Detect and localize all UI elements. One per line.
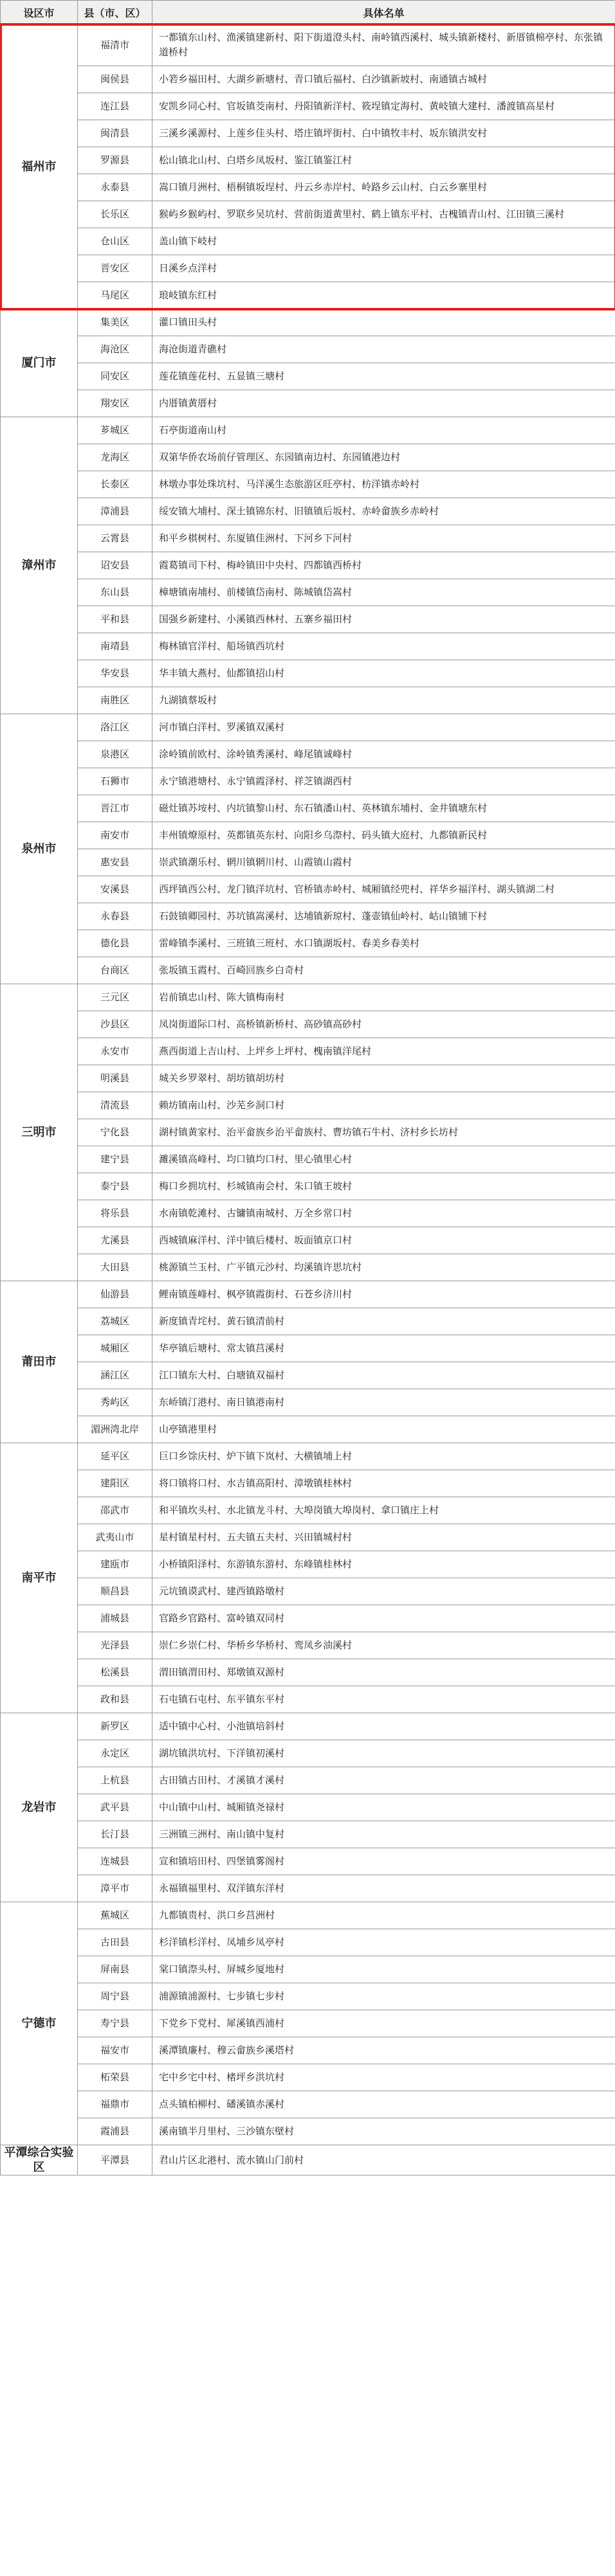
city-group: [1, 1902, 615, 2145]
villages-cell: 濉溪镇高峰村、均口镇均口村、里心镇里心村: [152, 1146, 615, 1173]
county-cell: 沙县区: [78, 1011, 152, 1038]
city-cell: 南平市: [1, 1443, 78, 1713]
county-cell: 泰宁县: [78, 1173, 152, 1200]
county-cell: 寿宁县: [78, 2010, 152, 2037]
table-row: [1, 903, 615, 930]
villages-cell: 宅中乡宅中村、楮坪乡洪坑村: [152, 2064, 615, 2091]
county-cell: 连城县: [78, 1848, 152, 1875]
villages-cell: 石鼓镇卿园村、苏坑镇嵩溪村、达埔镇新琼村、蓬壶镇仙岭村、岵山镇铺下村: [152, 903, 615, 930]
county-cell: 仓山区: [78, 228, 152, 255]
county-cell: 建瓯市: [78, 1551, 152, 1578]
county-cell: 晋江市: [78, 795, 152, 822]
villages-cell: 古田镇古田村、才溪镇才溪村: [152, 1767, 615, 1794]
table-row: [1, 1929, 615, 1956]
villages-cell: 国强乡新建村、小溪镇西林村、五寨乡福田村: [152, 606, 615, 633]
county-cell: 永春县: [78, 903, 152, 930]
table-row: [1, 1065, 615, 1092]
villages-cell: 三洲镇三洲村、南山镇中复村: [152, 1821, 615, 1848]
table-row: [1, 714, 615, 741]
city-group: [1, 417, 615, 714]
villages-cell: 林墩办事处珠坑村、马洋溪生态旅游区旺亭村、枋洋镇赤岭村: [152, 471, 615, 498]
villages-cell: 和平镇坎头村、水北镇龙斗村、大埠岗镇大埠岗村、拿口镇庄上村: [152, 1497, 615, 1524]
villages-cell: 樟塘镇南埔村、前楼镇岱南村、陈城镇岱嵩村: [152, 579, 615, 606]
villages-cell: 小箬乡福田村、大湖乡新塘村、青口镇后福村、白沙镇新坡村、南通镇古城村: [152, 66, 615, 93]
table-row: [1, 660, 615, 687]
table-row: [1, 1173, 615, 1200]
table-row: [1, 228, 615, 255]
county-cell: 南安市: [78, 822, 152, 849]
county-cell: 将乐县: [78, 1200, 152, 1227]
table-row: [1, 174, 615, 201]
villages-cell: 西城镇麻洋村、洋中镇后楼村、坂面镇京口村: [152, 1227, 615, 1254]
city-cell: 泉州市: [1, 714, 78, 984]
villages-cell: 梅口乡拥坑村、杉城镇南会村、朱口镇王坡村: [152, 1173, 615, 1200]
county-cell: 翔安区: [78, 390, 152, 417]
villages-cell: 一都镇东山村、渔溪镇建新村、阳下街道澄头村、南岭镇西溪村、城头镇新楼村、新厝镇棉亭村、东张镇道桥村: [152, 24, 615, 66]
county-cell: 安溪县: [78, 876, 152, 903]
table-row: [1, 2091, 615, 2118]
villages-cell: 张坂镇玉霞村、百崎回族乡白奇村: [152, 957, 615, 984]
county-cell: 武夷山市: [78, 1524, 152, 1551]
county-cell: 华安县: [78, 660, 152, 687]
table-row: [1, 1362, 615, 1389]
county-cell: 延平区: [78, 1443, 152, 1470]
county-cell: 德化县: [78, 930, 152, 957]
county-cell: 云霄县: [78, 525, 152, 552]
county-cell: 长汀县: [78, 1821, 152, 1848]
table-row: [1, 444, 615, 471]
table-row: [1, 1011, 615, 1038]
table-row: [1, 1605, 615, 1632]
table-row: [1, 1713, 615, 1740]
county-cell: 大田县: [78, 1254, 152, 1281]
county-cell: 福安市: [78, 2037, 152, 2064]
villages-cell: 城关乡罗翠村、胡坊镇胡坊村: [152, 1065, 615, 1092]
header-row: [1, 1, 615, 24]
county-cell: 晋安区: [78, 255, 152, 282]
villages-cell: 星村镇星村村、五夫镇五夫村、兴田镇城村村: [152, 1524, 615, 1551]
table-row: [1, 741, 615, 768]
county-cell: 宁化县: [78, 1119, 152, 1146]
villages-cell: 岩前镇忠山村、陈大镇梅南村: [152, 984, 615, 1011]
table-row: [1, 1956, 615, 1983]
villages-cell: 适中镇中心村、小池镇培斜村: [152, 1713, 615, 1740]
county-cell: 城厢区: [78, 1335, 152, 1362]
table-row: [1, 363, 615, 390]
table-row: [1, 1443, 615, 1470]
villages-cell: 下党乡下党村、犀溪镇西浦村: [152, 2010, 615, 2037]
table-row: [1, 525, 615, 552]
county-cell: 平潭县: [78, 2145, 152, 2175]
villages-cell: 江口镇东大村、白塘镇双福村: [152, 1362, 615, 1389]
county-cell: 连江县: [78, 93, 152, 120]
table-row: [1, 1632, 615, 1659]
county-cell: 永泰县: [78, 174, 152, 201]
table-row: [1, 66, 615, 93]
header-county: 县（市、区）: [78, 1, 152, 24]
county-cell: 清流县: [78, 1092, 152, 1119]
county-cell: 仙游县: [78, 1281, 152, 1308]
county-cell: 松溪县: [78, 1659, 152, 1686]
villages-cell: 君山片区北港村、流水镇山门前村: [152, 2145, 615, 2175]
table-row: [1, 1254, 615, 1281]
table-row: [1, 390, 615, 417]
table-row: [1, 1875, 615, 1902]
villages-cell: 雷峰镇李溪村、三班镇三班村、水口镇湖坂村、春美乡春美村: [152, 930, 615, 957]
table-row: [1, 984, 615, 1011]
county-cell: 尤溪县: [78, 1227, 152, 1254]
county-cell: 湄洲湾北岸: [78, 1416, 152, 1443]
table-row: [1, 1902, 615, 1929]
county-cell: 集美区: [78, 309, 152, 336]
county-cell: 长泰区: [78, 471, 152, 498]
county-cell: 永安市: [78, 1038, 152, 1065]
city-group: [1, 2145, 615, 2175]
county-cell: 涵江区: [78, 1362, 152, 1389]
city-group: [1, 24, 615, 309]
city-cell: 漳州市: [1, 417, 78, 714]
county-cell: 海沧区: [78, 336, 152, 363]
county-cell: 东山县: [78, 579, 152, 606]
table-row: [1, 1092, 615, 1119]
table-row: [1, 1659, 615, 1686]
table-row: [1, 606, 615, 633]
county-cell: 同安区: [78, 363, 152, 390]
table-row: [1, 1686, 615, 1713]
villages-cell: 丰州镇燎原村、英都镇英东村、向阳乡乌漈村、码头镇大庭村、九都镇新民村: [152, 822, 615, 849]
table-row: [1, 768, 615, 795]
county-cell: 屏南县: [78, 1956, 152, 1983]
city-cell: 厦门市: [1, 309, 78, 417]
table-row: [1, 255, 615, 282]
table-row: [1, 309, 615, 336]
villages-cell: 石屯镇石屯村、东平镇东平村: [152, 1686, 615, 1713]
villages-cell: 猴屿乡猴屿村、罗联乡吴坑村、营前街道黄里村、鹤上镇东平村、古槐镇青山村、江田镇三溪村: [152, 201, 615, 228]
county-cell: 霞浦县: [78, 2118, 152, 2145]
villages-cell: 磁灶镇苏垵村、内坑镇黎山村、东石镇潘山村、英林镇东埔村、金井镇塘东村: [152, 795, 615, 822]
table-row: [1, 1227, 615, 1254]
table-row: [1, 2145, 615, 2175]
villages-cell: 和平乡棋树村、东厦镇佳洲村、下河乡下河村: [152, 525, 615, 552]
table-row: [1, 1335, 615, 1362]
villages-cell: 宣和镇培田村、四堡镇雾阁村: [152, 1848, 615, 1875]
city-cell: 三明市: [1, 984, 78, 1281]
villages-cell: 绥安镇大埔村、深土镇锦东村、旧镇镇后坂村、赤岭畲族乡赤岭村: [152, 498, 615, 525]
county-cell: 建阳区: [78, 1470, 152, 1497]
city-cell: 平潭综合实验区: [1, 2145, 78, 2175]
villages-cell: 凤岗街道际口村、高桥镇新桥村、高砂镇高砂村: [152, 1011, 615, 1038]
table-row: [1, 2118, 615, 2145]
table-row: [1, 876, 615, 903]
county-cell: 光泽县: [78, 1632, 152, 1659]
table-row: [1, 147, 615, 174]
table-row: [1, 1389, 615, 1416]
table-row: [1, 1308, 615, 1335]
table-row: [1, 822, 615, 849]
villages-cell: 盖山镇下岐村: [152, 228, 615, 255]
villages-cell: 崇武镇潮乐村、辋川镇辋川村、山霞镇山霞村: [152, 849, 615, 876]
villages-cell: 莲花镇莲花村、五显镇三塘村: [152, 363, 615, 390]
villages-cell: 河市镇白洋村、罗溪镇双溪村: [152, 714, 615, 741]
table-row: [1, 336, 615, 363]
villages-cell: 永宁镇港塘村、永宁镇霞泽村、祥芝镇湖西村: [152, 768, 615, 795]
villages-cell: 霞葛镇司下村、梅岭镇田中央村、四都镇西桥村: [152, 552, 615, 579]
villages-cell: 双第华侨农场前仔管理区、东园镇南边村、东园镇港边村: [152, 444, 615, 471]
villages-cell: 内厝镇黄厝村: [152, 390, 615, 417]
county-cell: 南胜区: [78, 687, 152, 714]
villages-cell: 桃源镇兰玉村、广平镇元沙村、均溪镇许思坑村: [152, 1254, 615, 1281]
county-cell: 漳平市: [78, 1875, 152, 1902]
villages-cell: 梅林镇官洋村、船场镇西坑村: [152, 633, 615, 660]
county-cell: 建宁县: [78, 1146, 152, 1173]
table-row: [1, 2037, 615, 2064]
villages-cell: 日溪乡点洋村: [152, 255, 615, 282]
villages-cell: 安凯乡同心村、官坂镇茭南村、丹阳镇新洋村、筱埕镇定海村、黄岐镇大建村、潘渡镇高星村: [152, 93, 615, 120]
villages-cell: 巨口乡馀庆村、炉下镇下岚村、大横镇埔上村: [152, 1443, 615, 1470]
county-cell: 罗源县: [78, 147, 152, 174]
table-row: [1, 930, 615, 957]
villages-cell: 鲤南镇莲峰村、枫亭镇霞街村、石苍乡济川村: [152, 1281, 615, 1308]
table-row: [1, 1470, 615, 1497]
city-cell: 龙岩市: [1, 1713, 78, 1902]
villages-cell: 溪潭镇廉村、穆云畲族乡溪塔村: [152, 2037, 615, 2064]
villages-cell: 海沧街道青礁村: [152, 336, 615, 363]
county-cell: 明溪县: [78, 1065, 152, 1092]
villages-cell: 赖坊镇南山村、沙芜乡洞口村: [152, 1092, 615, 1119]
villages-cell: 湖坑镇洪坑村、下洋镇初溪村: [152, 1740, 615, 1767]
table-row: [1, 1767, 615, 1794]
table-row: [1, 1416, 615, 1443]
villages-cell: 松山镇北山村、白塔乡凤坂村、鉴江镇鉴江村: [152, 147, 615, 174]
villages-cell: 三溪乡溪源村、上莲乡佳头村、塔庄镇坪街村、白中镇牧丰村、坂东镇洪安村: [152, 120, 615, 147]
county-cell: 台商区: [78, 957, 152, 984]
county-cell: 顺昌县: [78, 1578, 152, 1605]
villages-cell: 中山镇中山村、城厢镇尧禄村: [152, 1794, 615, 1821]
table-row: [1, 417, 615, 444]
county-cell: 石狮市: [78, 768, 152, 795]
table-row: [1, 24, 615, 66]
table-row: [1, 1119, 615, 1146]
county-cell: 闽清县: [78, 120, 152, 147]
table-row: [1, 2010, 615, 2037]
villages-cell: 官路乡官路村、富岭镇双同村: [152, 1605, 615, 1632]
county-cell: 泉港区: [78, 741, 152, 768]
county-cell: 漳浦县: [78, 498, 152, 525]
county-cell: 武平县: [78, 1794, 152, 1821]
county-cell: 芗城区: [78, 417, 152, 444]
villages-cell: 永福镇福里村、双洋镇东洋村: [152, 1875, 615, 1902]
table-row: [1, 1200, 615, 1227]
city-cell: 莆田市: [1, 1281, 78, 1443]
villages-cell: 水南镇乾滩村、古镛镇南城村、万全乡常口村: [152, 1200, 615, 1227]
header-villages: 具体名单: [152, 1, 615, 24]
county-cell: 浦城县: [78, 1605, 152, 1632]
villages-cell: 琅岐镇东红村: [152, 282, 615, 309]
table-row: [1, 552, 615, 579]
county-cell: 柘荣县: [78, 2064, 152, 2091]
villages-cell: 小桥镇阳泽村、东游镇东游村、东峰镇桂林村: [152, 1551, 615, 1578]
city-group: [1, 309, 615, 417]
villages-cell: 灌口镇田头村: [152, 309, 615, 336]
county-cell: 上杭县: [78, 1767, 152, 1794]
city-group: [1, 1443, 615, 1713]
table-row: [1, 93, 615, 120]
table-row: [1, 282, 615, 309]
county-cell: 福清市: [78, 24, 152, 66]
county-cell: 闽侯县: [78, 66, 152, 93]
city-group: [1, 1713, 615, 1902]
villages-cell: 九湖镇蔡坂村: [152, 687, 615, 714]
county-cell: 洛江区: [78, 714, 152, 741]
county-cell: 惠安县: [78, 849, 152, 876]
county-cell: 政和县: [78, 1686, 152, 1713]
county-cell: 秀屿区: [78, 1389, 152, 1416]
county-cell: 古田县: [78, 1929, 152, 1956]
table-row: [1, 498, 615, 525]
table-row: [1, 687, 615, 714]
table-header: [1, 1, 615, 24]
table-row: [1, 1281, 615, 1308]
city-cell: 福州市: [1, 24, 78, 309]
table-row: [1, 1983, 615, 2010]
county-cell: 龙海区: [78, 444, 152, 471]
villages-cell: 嵩口镇月洲村、梧桐镇坂埕村、丹云乡赤岸村、岭路乡云山村、白云乡寨里村: [152, 174, 615, 201]
table-row: [1, 471, 615, 498]
table-row: [1, 2064, 615, 2091]
county-cell: 诏安县: [78, 552, 152, 579]
villages-cell: 杉洋镇杉洋村、凤埔乡凤亭村: [152, 1929, 615, 1956]
villages-cell: 燕西街道上吉山村、上坪乡上坪村、槐南镇洋尾村: [152, 1038, 615, 1065]
villages-cell: 渭田镇渭田村、郑墩镇双源村: [152, 1659, 615, 1686]
county-cell: 荔城区: [78, 1308, 152, 1335]
table-row: [1, 849, 615, 876]
table-row: [1, 1551, 615, 1578]
city-cell: 宁德市: [1, 1902, 78, 2145]
city-group: [1, 984, 615, 1281]
villages-cell: 溪南镇半月里村、三沙镇东壁村: [152, 2118, 615, 2145]
county-cell: 福鼎市: [78, 2091, 152, 2118]
county-cell: 周宁县: [78, 1983, 152, 2010]
county-cell: 平和县: [78, 606, 152, 633]
table-row: [1, 1146, 615, 1173]
villages-cell: 元坑镇谟武村、建西镇路墩村: [152, 1578, 615, 1605]
city-group: [1, 714, 615, 984]
villages-cell: 棠口镇漈头村、屏城乡厦地村: [152, 1956, 615, 1983]
villages-cell: 九都镇贵村、洪口乡莒洲村: [152, 1902, 615, 1929]
table-row: [1, 579, 615, 606]
county-cell: 南靖县: [78, 633, 152, 660]
table-row: [1, 120, 615, 147]
table-row: [1, 1794, 615, 1821]
table-row: [1, 201, 615, 228]
table-row: [1, 1497, 615, 1524]
table-row: [1, 1578, 615, 1605]
city-group: [1, 1281, 615, 1443]
villages-cell: 浦源镇浦源村、七步镇七步村: [152, 1983, 615, 2010]
villages-cell: 点头镇柏柳村、磻溪镇赤溪村: [152, 2091, 615, 2118]
table-row: [1, 795, 615, 822]
county-cell: 三元区: [78, 984, 152, 1011]
county-cell: 新罗区: [78, 1713, 152, 1740]
table-row: [1, 1524, 615, 1551]
villages-cell: 山亭镇港里村: [152, 1416, 615, 1443]
county-cell: 永定区: [78, 1740, 152, 1767]
table-row: [1, 1038, 615, 1065]
table-row: [1, 1821, 615, 1848]
table-row: [1, 957, 615, 984]
villages-cell: 东峤镇汀港村、南日镇港南村: [152, 1389, 615, 1416]
villages-cell: 崇仁乡崇仁村、华桥乡华桥村、鸾凤乡油溪村: [152, 1632, 615, 1659]
villages-cell: 湖村镇黄家村、治平畲族乡治平畲族村、曹坊镇石牛村、济村乡长坊村: [152, 1119, 615, 1146]
table-row: [1, 1848, 615, 1875]
villages-cell: 将口镇将口村、水吉镇高阳村、漳墩镇桂林村: [152, 1470, 615, 1497]
villages-cell: 华亭镇后塘村、常太镇莒溪村: [152, 1335, 615, 1362]
villages-cell: 西坪镇西公村、龙门镇洋坑村、官桥镇赤岭村、城厢镇经兜村、祥华乡福洋村、湖头镇湖二村: [152, 876, 615, 903]
county-cell: 邵武市: [78, 1497, 152, 1524]
villages-cell: 石亭街道南山村: [152, 417, 615, 444]
county-cell: 蕉城区: [78, 1902, 152, 1929]
table-row: [1, 633, 615, 660]
header-city: 设区市: [1, 1, 78, 24]
villages-cell: 华丰镇大燕村、仙都镇招山村: [152, 660, 615, 687]
villages-cell: 新度镇青垞村、黄石镇清前村: [152, 1308, 615, 1335]
county-cell: 马尾区: [78, 282, 152, 309]
county-cell: 长乐区: [78, 201, 152, 228]
villages-cell: 涂岭镇前欧村、涂岭镇秀溪村、峰尾镇诚峰村: [152, 741, 615, 768]
table-row: [1, 1740, 615, 1767]
